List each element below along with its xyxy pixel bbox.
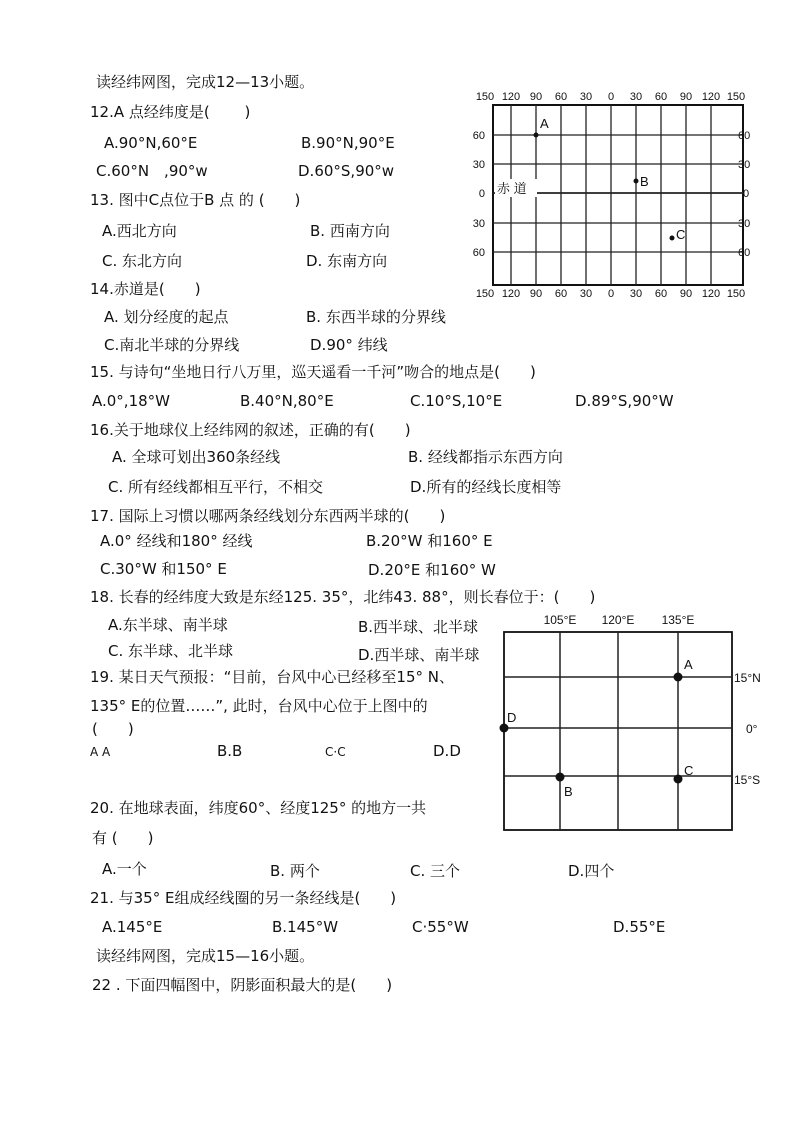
map2-point-a-dot <box>674 673 683 682</box>
q18-option-a[interactable]: A.东半球、南半球 <box>108 616 228 634</box>
map1-top-tick: 30 <box>629 91 643 103</box>
map1-top-tick: 0 <box>607 91 615 103</box>
map1-left-tick: 30 <box>472 159 485 171</box>
map1-equator-label: 赤 道 <box>497 181 527 196</box>
q19-option-b[interactable]: B.B <box>217 742 243 760</box>
map1-bottom-tick: 150 <box>475 288 495 300</box>
map2-top-tick: 135°E <box>661 613 695 627</box>
map1-bottom-tick: 30 <box>579 288 593 300</box>
map2-point-b-label: B <box>564 784 573 799</box>
map1-top-ticks <box>476 91 745 103</box>
q21-option-a[interactable]: A.145°E <box>102 918 163 936</box>
q16-option-a[interactable]: A. 全球可划出360条经线 <box>112 448 281 466</box>
q20-option-c[interactable]: C. 三个 <box>410 862 461 880</box>
q13-option-a[interactable]: A.西北方向 <box>102 222 177 240</box>
q14-option-a[interactable]: A. 划分经度的起点 <box>104 308 229 326</box>
q19-option-c[interactable]: C·C <box>325 745 346 759</box>
map2-right-tick: 0° <box>746 722 758 736</box>
map1-bottom-tick: 120 <box>701 288 721 300</box>
map1-right-tick: 30 <box>738 159 751 171</box>
map1-top-tick: 90 <box>529 91 543 103</box>
q15-option-d[interactable]: D.89°S,90°W <box>575 392 674 410</box>
map2-right-tick: 15°S <box>734 773 761 787</box>
q15-option-a[interactable]: A.0°,18°W <box>92 392 170 410</box>
map1-left-tick: 0 <box>478 188 485 200</box>
map1-bottom-tick: 0 <box>607 288 615 300</box>
q14-option-b[interactable]: B. 东西半球的分界线 <box>306 308 446 326</box>
map2-meridians <box>560 632 678 830</box>
question-13: 13. 图中C点位于B 点 的 ( ) <box>90 191 301 209</box>
map1-point-b-dot <box>634 179 639 184</box>
map1-top-tick: 60 <box>654 91 668 103</box>
intro-text-1: 读经纬网图，完成12—13小题。 <box>96 73 315 91</box>
q19-option-a[interactable]: A A <box>90 745 111 759</box>
q16-option-c[interactable]: C. 所有经线都相互平行，不相交 <box>108 478 324 496</box>
map2-right-tick: 15°N <box>734 671 761 685</box>
q20-option-b[interactable]: B. 两个 <box>270 862 320 880</box>
q12-option-c[interactable]: C.60°N ,90°w <box>96 162 208 180</box>
map2-right-ticks <box>734 671 761 787</box>
q20-option-d[interactable]: D.四个 <box>568 862 615 880</box>
map1-left-tick: 60 <box>472 247 485 259</box>
q15-option-c[interactable]: C.10°S,10°E <box>410 392 503 410</box>
question-19-line-3: ( ) <box>92 720 134 738</box>
q12-option-a[interactable]: A.90°N,60°E <box>104 134 198 152</box>
map1-top-tick: 120 <box>501 91 521 103</box>
map1-bottom-tick: 90 <box>679 288 693 300</box>
question-17: 17. 国际上习惯以哪两条经线划分东西两半球的( ) <box>90 507 446 525</box>
q19-option-d[interactable]: D.D <box>433 742 461 760</box>
question-22: 22 . 下面四幅图中，阴影面积最大的是( ) <box>92 976 393 994</box>
question-19-line-1: 19. 某日天气预报：“目前，台风中心已经移至15° N、 <box>90 668 454 686</box>
map1-bottom-tick: 60 <box>654 288 668 300</box>
q17-option-d[interactable]: D.20°E 和160° W <box>368 561 496 579</box>
question-20-line-1: 20. 在地球表面，纬度60°、经度125° 的地方一共 <box>90 799 427 817</box>
q16-option-d[interactable]: D.所有的经线长度相等 <box>410 478 562 496</box>
map2-top-tick: 105°E <box>543 613 577 627</box>
question-14: 14.赤道是( ) <box>90 280 201 298</box>
q14-option-c[interactable]: C.南北半球的分界线 <box>104 336 240 354</box>
q18-option-c[interactable]: C. 东半球、北半球 <box>108 642 234 660</box>
map2-point-a-label: A <box>684 657 693 672</box>
lat-long-grid-map-2 <box>496 608 783 838</box>
map2-point-c-dot <box>674 775 683 784</box>
map1-top-tick: 150 <box>726 91 746 103</box>
q14-option-d[interactable]: D.90° 纬线 <box>310 336 388 354</box>
map2-point-c-label: C <box>684 763 694 778</box>
map1-bottom-tick: 120 <box>501 288 521 300</box>
map1-top-tick: 60 <box>554 91 568 103</box>
map1-right-ticks <box>738 130 750 259</box>
map1-right-tick: 60 <box>738 130 751 142</box>
map1-left-tick: 30 <box>472 218 485 230</box>
map1-top-tick: 90 <box>679 91 693 103</box>
q20-option-a[interactable]: A.一个 <box>102 860 147 878</box>
map1-point-b-label: B <box>640 174 649 189</box>
map2-top-tick: 120°E <box>601 613 635 627</box>
map1-point-c-dot <box>670 236 675 241</box>
map1-left-tick: 60 <box>472 130 485 142</box>
q21-option-d[interactable]: D.55°E <box>613 918 666 936</box>
question-12: 12.A 点经纬度是( ) <box>90 103 251 121</box>
map1-bottom-tick: 30 <box>629 288 643 300</box>
q13-option-c[interactable]: C. 东北方向 <box>102 252 183 270</box>
map2-point-d-label: D <box>507 710 517 725</box>
question-20-line-2: 有 ( ) <box>92 829 154 847</box>
map1-top-tick: 30 <box>579 91 593 103</box>
question-18: 18. 长春的经纬度大致是东经125. 35°，北纬43. 88°，则长春位于：( ) <box>90 588 596 606</box>
q12-option-d[interactable]: D.60°S,90°w <box>298 162 395 180</box>
q12-option-b[interactable]: B.90°N,90°E <box>301 134 395 152</box>
map1-point-c-label: C <box>676 227 686 242</box>
question-15: 15. 与诗句“坐地日行八万里，巡天遥看一千河”吻合的地点是( ) <box>90 363 536 381</box>
lat-long-grid-map-1 <box>465 85 755 305</box>
q13-option-b[interactable]: B. 西南方向 <box>310 222 390 240</box>
map1-bottom-tick: 150 <box>726 288 746 300</box>
map1-bottom-ticks <box>476 288 745 300</box>
q17-option-b[interactable]: B.20°W 和160° E <box>366 532 493 550</box>
map1-right-tick: 0 <box>743 188 750 200</box>
question-16: 16.关于地球仪上经纬网的叙述，正确的有( ) <box>90 421 411 439</box>
map1-right-tick: 60 <box>738 247 751 259</box>
map1-bottom-tick: 60 <box>554 288 568 300</box>
map1-point-a-label: A <box>540 116 549 131</box>
q13-option-d[interactable]: D. 东南方向 <box>306 252 388 270</box>
intro-text-2: 读经纬网图，完成15—16小题。 <box>96 947 315 965</box>
question-21: 21. 与35° E组成经线圈的另一条经线是( ) <box>90 889 397 907</box>
q17-option-a[interactable]: A.0° 经线和180° 经线 <box>100 532 253 550</box>
q18-option-b[interactable]: B.西半球、北半球 <box>358 618 479 636</box>
map1-meridians <box>511 105 711 285</box>
map1-bottom-tick: 90 <box>529 288 543 300</box>
q21-option-c[interactable]: C·55°W <box>412 918 469 936</box>
q16-option-b[interactable]: B. 经线都指示东西方向 <box>408 448 563 466</box>
q21-option-b[interactable]: B.145°W <box>272 918 339 936</box>
map1-left-ticks <box>473 130 485 259</box>
map2-point-b-dot <box>556 773 565 782</box>
q17-option-c[interactable]: C.30°W 和150° E <box>100 560 227 578</box>
q18-option-d[interactable]: D.西半球、南半球 <box>358 646 480 664</box>
q15-option-b[interactable]: B.40°N,80°E <box>240 392 334 410</box>
map1-point-a-dot <box>534 133 539 138</box>
map1-top-tick: 120 <box>701 91 721 103</box>
map1-top-tick: 150 <box>475 91 495 103</box>
map1-right-tick: 30 <box>738 218 751 230</box>
map2-top-ticks <box>544 613 695 627</box>
question-19-line-2: 135° E的位置……”, 此时，台风中心位于上图中的 <box>90 697 428 715</box>
